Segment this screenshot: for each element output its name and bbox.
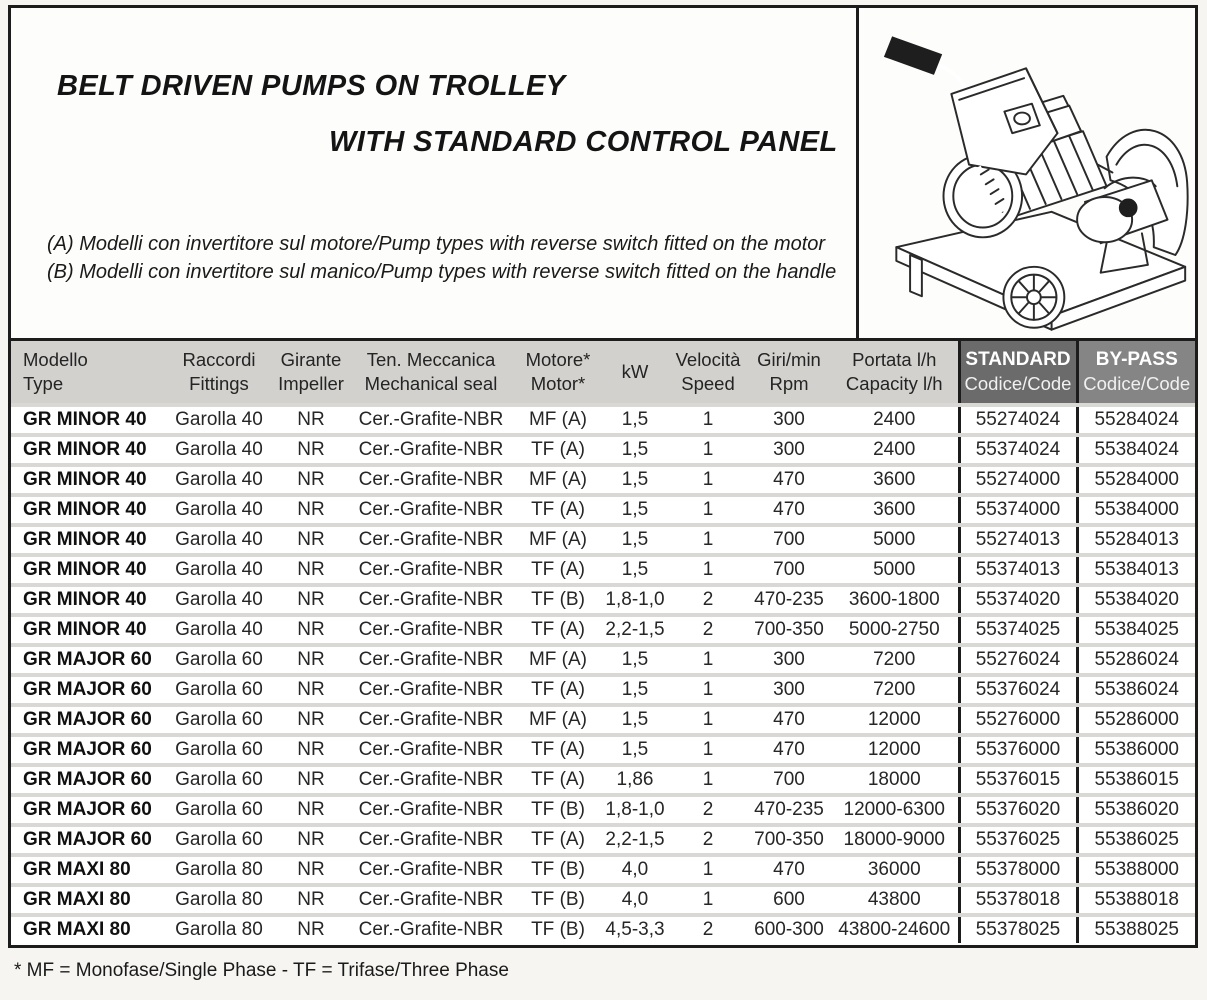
table-cell: Garolla 60 <box>163 735 275 765</box>
table-cell: NR <box>275 495 347 525</box>
table-cell: 470 <box>747 855 831 885</box>
standard-code-cell: 55378018 <box>959 885 1077 915</box>
model-notes <box>47 230 836 286</box>
bypass-code-cell: 55384024 <box>1077 435 1195 465</box>
table-cell: 1 <box>669 645 747 675</box>
table-row <box>11 795 1195 825</box>
table-row <box>11 405 1195 435</box>
table-cell: MF (A) <box>515 645 601 675</box>
table-cell: NR <box>275 615 347 645</box>
table-cell: 3600 <box>831 495 959 525</box>
column-header-by-pass: BY-PASS Codice/Code <box>1077 340 1195 406</box>
column-header-modello: Modello Type <box>11 340 163 406</box>
note-a: (A) Modelli con invertitore sul motore/Pump types with reverse switch fitted on the motor <box>47 233 826 255</box>
wheel <box>1003 267 1064 328</box>
model-cell: GR MAXI 80 <box>11 915 163 943</box>
bypass-code-cell: 55386024 <box>1077 675 1195 705</box>
table-cell: Cer.-Grafite-NBR <box>347 585 515 615</box>
table-cell: 2 <box>669 615 747 645</box>
table-cell: Cer.-Grafite-NBR <box>347 615 515 645</box>
table-cell: 1,5 <box>601 405 669 435</box>
standard-code-cell: 55274013 <box>959 525 1077 555</box>
model-cell: GR MAXI 80 <box>11 855 163 885</box>
table-cell: 1 <box>669 555 747 585</box>
table-cell: MF (A) <box>515 405 601 435</box>
table-cell: 43800 <box>831 885 959 915</box>
table-cell: Cer.-Grafite-NBR <box>347 885 515 915</box>
table-row <box>11 915 1195 943</box>
model-cell: GR MAJOR 60 <box>11 645 163 675</box>
table-cell: Cer.-Grafite-NBR <box>347 825 515 855</box>
table-cell: Garolla 80 <box>163 855 275 885</box>
table-cell: Garolla 40 <box>163 465 275 495</box>
table-row <box>11 525 1195 555</box>
table-cell: 1 <box>669 735 747 765</box>
table-cell: 700 <box>747 765 831 795</box>
table-cell: 3600-1800 <box>831 585 959 615</box>
table-cell: 1,5 <box>601 735 669 765</box>
table-cell: Cer.-Grafite-NBR <box>347 735 515 765</box>
table-cell: Cer.-Grafite-NBR <box>347 435 515 465</box>
table-cell: Cer.-Grafite-NBR <box>347 465 515 495</box>
table-cell: TF (A) <box>515 615 601 645</box>
table-cell: Cer.-Grafite-NBR <box>347 555 515 585</box>
table-cell: 700-350 <box>747 615 831 645</box>
model-cell: GR MINOR 40 <box>11 585 163 615</box>
table-row <box>11 435 1195 465</box>
bypass-code-cell: 55384000 <box>1077 495 1195 525</box>
bypass-code-cell: 55384020 <box>1077 585 1195 615</box>
table-cell: 1,5 <box>601 435 669 465</box>
table-cell: TF (B) <box>515 795 601 825</box>
table-cell: NR <box>275 525 347 555</box>
model-cell: GR MAJOR 60 <box>11 735 163 765</box>
table-cell: 18000-9000 <box>831 825 959 855</box>
table-row <box>11 585 1195 615</box>
standard-code-cell: 55376015 <box>959 765 1077 795</box>
table-cell: 5000 <box>831 555 959 585</box>
standard-code-cell: 55376024 <box>959 675 1077 705</box>
model-cell: GR MINOR 40 <box>11 405 163 435</box>
table-cell: TF (B) <box>515 585 601 615</box>
table-cell: 1 <box>669 765 747 795</box>
table-cell: Cer.-Grafite-NBR <box>347 855 515 885</box>
table-cell: NR <box>275 915 347 943</box>
table-cell: 7200 <box>831 675 959 705</box>
table-cell: Cer.-Grafite-NBR <box>347 495 515 525</box>
standard-code-cell: 55374000 <box>959 495 1077 525</box>
table-row <box>11 705 1195 735</box>
bypass-code-cell: 55284024 <box>1077 405 1195 435</box>
column-header-giri-min: Giri/min Rpm <box>747 340 831 406</box>
table-cell: 2400 <box>831 405 959 435</box>
table-cell: 1 <box>669 495 747 525</box>
table-cell: NR <box>275 675 347 705</box>
table-cell: 300 <box>747 435 831 465</box>
table-header-row <box>11 340 1195 406</box>
table-row <box>11 675 1195 705</box>
table-cell: Garolla 40 <box>163 525 275 555</box>
table-cell: Garolla 60 <box>163 795 275 825</box>
table-cell: 4,0 <box>601 885 669 915</box>
table-cell: Garolla 60 <box>163 675 275 705</box>
table-cell: 7200 <box>831 645 959 675</box>
standard-code-cell: 55276024 <box>959 645 1077 675</box>
table-cell: MF (A) <box>515 705 601 735</box>
table-cell: 470 <box>747 495 831 525</box>
table-cell: 1,86 <box>601 765 669 795</box>
standard-code-cell: 55378000 <box>959 855 1077 885</box>
table-cell: 2400 <box>831 435 959 465</box>
table-row <box>11 885 1195 915</box>
table-cell: 2 <box>669 795 747 825</box>
table-cell: NR <box>275 645 347 675</box>
table-cell: Garolla 60 <box>163 705 275 735</box>
table-cell: 1 <box>669 465 747 495</box>
table-cell: 1 <box>669 675 747 705</box>
table-cell: NR <box>275 465 347 495</box>
table-cell: NR <box>275 885 347 915</box>
table-cell: 470 <box>747 705 831 735</box>
table-cell: NR <box>275 795 347 825</box>
standard-code-cell: 55274000 <box>959 465 1077 495</box>
table-cell: 5000 <box>831 525 959 555</box>
table-cell: 4,0 <box>601 855 669 885</box>
model-cell: GR MAXI 80 <box>11 885 163 915</box>
table-cell: TF (A) <box>515 555 601 585</box>
model-cell: GR MAJOR 60 <box>11 765 163 795</box>
table-row <box>11 765 1195 795</box>
table-cell: NR <box>275 855 347 885</box>
table-cell: 1 <box>669 435 747 465</box>
model-cell: GR MINOR 40 <box>11 615 163 645</box>
table-body <box>11 405 1195 943</box>
standard-code-cell: 55378025 <box>959 915 1077 943</box>
model-cell: GR MAJOR 60 <box>11 795 163 825</box>
table-cell: TF (A) <box>515 675 601 705</box>
table-cell: 1 <box>669 885 747 915</box>
bypass-code-cell: 55284000 <box>1077 465 1195 495</box>
bypass-code-cell: 55388000 <box>1077 855 1195 885</box>
page-subtitle: WITH STANDARD CONTROL PANEL <box>329 126 838 158</box>
table-cell: Garolla 40 <box>163 435 275 465</box>
table-cell: Garolla 60 <box>163 765 275 795</box>
table-cell: 12000 <box>831 735 959 765</box>
table-cell: 1 <box>669 855 747 885</box>
table-cell: Garolla 60 <box>163 645 275 675</box>
bypass-code-cell: 55386000 <box>1077 735 1195 765</box>
model-cell: GR MINOR 40 <box>11 435 163 465</box>
table-cell: Garolla 80 <box>163 915 275 943</box>
standard-code-cell: 55276000 <box>959 705 1077 735</box>
pump-spec-table <box>11 338 1195 943</box>
bypass-code-cell: 55384013 <box>1077 555 1195 585</box>
table-cell: NR <box>275 585 347 615</box>
model-cell: GR MINOR 40 <box>11 555 163 585</box>
column-header-motore-: Motore* Motor* <box>515 340 601 406</box>
column-header-standard: STANDARD Codice/Code <box>959 340 1077 406</box>
table-cell: NR <box>275 405 347 435</box>
table-cell: 4,5-3,3 <box>601 915 669 943</box>
bypass-code-cell: 55286000 <box>1077 705 1195 735</box>
table-cell: Cer.-Grafite-NBR <box>347 675 515 705</box>
table-cell: 700 <box>747 555 831 585</box>
table-cell: Garolla 60 <box>163 825 275 855</box>
table-cell: Cer.-Grafite-NBR <box>347 405 515 435</box>
table-cell: TF (A) <box>515 495 601 525</box>
table-cell: TF (A) <box>515 735 601 765</box>
table-cell: 2 <box>669 915 747 943</box>
table-cell: 470-235 <box>747 585 831 615</box>
standard-code-cell: 55374013 <box>959 555 1077 585</box>
table-cell: 600 <box>747 885 831 915</box>
bypass-code-cell: 55386015 <box>1077 765 1195 795</box>
table-cell: TF (A) <box>515 765 601 795</box>
column-header-kw: kW <box>601 340 669 406</box>
standard-code-cell: 55274024 <box>959 405 1077 435</box>
standard-code-cell: 55376000 <box>959 735 1077 765</box>
standard-code-cell: 55376025 <box>959 825 1077 855</box>
table-cell: NR <box>275 705 347 735</box>
table-cell: NR <box>275 735 347 765</box>
standard-code-cell: 55374024 <box>959 435 1077 465</box>
table-cell: Cer.-Grafite-NBR <box>347 795 515 825</box>
table-cell: 2 <box>669 585 747 615</box>
bypass-code-cell: 55386020 <box>1077 795 1195 825</box>
page-title: BELT DRIVEN PUMPS ON TROLLEY <box>57 70 566 102</box>
table-row <box>11 825 1195 855</box>
table-cell: 1,5 <box>601 705 669 735</box>
table-cell: 1,5 <box>601 495 669 525</box>
table-cell: 470 <box>747 465 831 495</box>
bypass-code-cell: 55384025 <box>1077 615 1195 645</box>
bypass-code-cell: 55284013 <box>1077 525 1195 555</box>
table-cell: TF (B) <box>515 855 601 885</box>
pump-illustration-box <box>856 8 1195 338</box>
table-cell: 300 <box>747 645 831 675</box>
table-cell: Cer.-Grafite-NBR <box>347 705 515 735</box>
table-row <box>11 645 1195 675</box>
table-cell: 2,2-1,5 <box>601 825 669 855</box>
table-cell: Garolla 80 <box>163 885 275 915</box>
table-cell: 2 <box>669 825 747 855</box>
table-cell: 470 <box>747 735 831 765</box>
table-cell: Garolla 40 <box>163 585 275 615</box>
bypass-code-cell: 55386025 <box>1077 825 1195 855</box>
table-cell: 12000-6300 <box>831 795 959 825</box>
table-cell: TF (A) <box>515 435 601 465</box>
table-cell: Garolla 40 <box>163 495 275 525</box>
table-row <box>11 855 1195 885</box>
table-cell: 300 <box>747 405 831 435</box>
model-cell: GR MAJOR 60 <box>11 825 163 855</box>
table-cell: 300 <box>747 675 831 705</box>
standard-code-cell: 55374020 <box>959 585 1077 615</box>
table-cell: TF (B) <box>515 885 601 915</box>
table-cell: 1,5 <box>601 525 669 555</box>
table-cell: 2,2-1,5 <box>601 615 669 645</box>
table-cell: Garolla 40 <box>163 615 275 645</box>
table-cell: MF (A) <box>515 465 601 495</box>
column-header-girante: Girante Impeller <box>275 340 347 406</box>
table-cell: 1,8-1,0 <box>601 795 669 825</box>
table-cell: 3600 <box>831 465 959 495</box>
column-header-ten-meccanica: Ten. Meccanica Mechanical seal <box>347 340 515 406</box>
table-cell: TF (B) <box>515 915 601 943</box>
table-cell: 18000 <box>831 765 959 795</box>
table-cell: NR <box>275 555 347 585</box>
table-cell: 36000 <box>831 855 959 885</box>
table-cell: NR <box>275 435 347 465</box>
column-header-raccordi: Raccordi Fittings <box>163 340 275 406</box>
table-cell: 700 <box>747 525 831 555</box>
model-cell: GR MINOR 40 <box>11 525 163 555</box>
table-row <box>11 465 1195 495</box>
table-row <box>11 555 1195 585</box>
bypass-code-cell: 55388025 <box>1077 915 1195 943</box>
table-cell: MF (A) <box>515 525 601 555</box>
model-cell: GR MINOR 40 <box>11 495 163 525</box>
column-header-velocit-: Velocità Speed <box>669 340 747 406</box>
table-row <box>11 495 1195 525</box>
table-cell: Garolla 40 <box>163 555 275 585</box>
table-cell: 1 <box>669 705 747 735</box>
table-cell: 1,8-1,0 <box>601 585 669 615</box>
standard-code-cell: 55376020 <box>959 795 1077 825</box>
table-cell: 12000 <box>831 705 959 735</box>
table-cell: 1 <box>669 525 747 555</box>
table-cell: Garolla 40 <box>163 405 275 435</box>
table-cell: TF (A) <box>515 825 601 855</box>
table-cell: Cer.-Grafite-NBR <box>347 915 515 943</box>
table-cell: 1,5 <box>601 465 669 495</box>
page-frame <box>8 5 1198 948</box>
bypass-code-cell: 55388018 <box>1077 885 1195 915</box>
table-cell: 1,5 <box>601 645 669 675</box>
note-b: (B) Modelli con invertitore sul manico/Pump types with reverse switch fitted on the handle <box>47 261 837 283</box>
column-header-portata-l-h: Portata l/h Capacity l/h <box>831 340 959 406</box>
table-cell: 5000-2750 <box>831 615 959 645</box>
pump-trolley-drawing-icon <box>859 8 1195 335</box>
table-cell: 1 <box>669 405 747 435</box>
table-row <box>11 735 1195 765</box>
model-cell: GR MAJOR 60 <box>11 675 163 705</box>
table-cell: 1,5 <box>601 675 669 705</box>
table-cell: 600-300 <box>747 915 831 943</box>
model-cell: GR MINOR 40 <box>11 465 163 495</box>
standard-code-cell: 55374025 <box>959 615 1077 645</box>
table-cell: NR <box>275 765 347 795</box>
table-cell: Cer.-Grafite-NBR <box>347 645 515 675</box>
table-cell: NR <box>275 825 347 855</box>
table-cell: 43800-24600 <box>831 915 959 943</box>
table-row <box>11 615 1195 645</box>
footnote: * MF = Monofase/Single Phase - TF = Trifase/Three Phase <box>14 960 509 981</box>
table-cell: 1,5 <box>601 555 669 585</box>
bypass-code-cell: 55286024 <box>1077 645 1195 675</box>
model-cell: GR MAJOR 60 <box>11 705 163 735</box>
table-cell: Cer.-Grafite-NBR <box>347 525 515 555</box>
table-cell: 700-350 <box>747 825 831 855</box>
table-cell: Cer.-Grafite-NBR <box>347 765 515 795</box>
table-cell: 470-235 <box>747 795 831 825</box>
